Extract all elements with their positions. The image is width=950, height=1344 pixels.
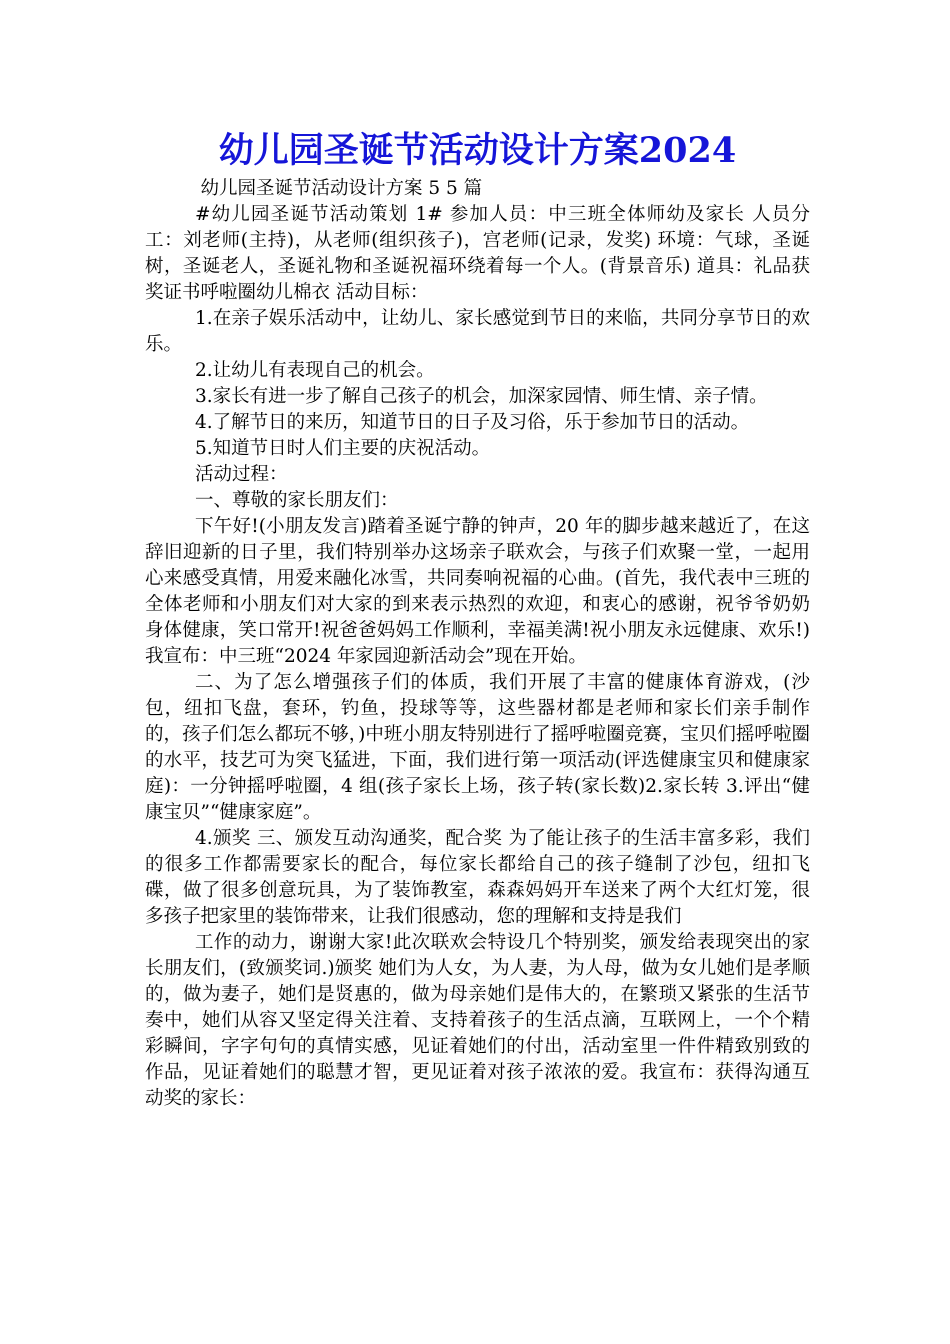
paragraph-special-awards: 工作的动力，谢谢大家!此次联欢会特设几个特别奖，颁发给表现突出的家长朋友们，(致颁奖词.)颁奖 她们为人女，为人妻，为人母，做为女儿她们是孝顺的，做为妻子，她们是贤惠的，做为母亲她们是伟大的，在繁琐又紧张的生活节奏中，她们从容又坚定得关注着、支持着孩子的生活点滴，互联网上，一个个精彩瞬间，字字句句的真情实感，见证着她们的付出，活动室里一件件精致别致的作品，见证着她们的聪慧才智，更见证着对孩子浓浓的爱。我宣布：获得沟通互动奖的家长： [145,932,810,1109]
paragraph-goal-1: 1.在亲子娱乐活动中，让幼儿、家长感觉到节日的来临，共同分享节日的欢乐。 [145,308,810,355]
document-page [145,128,810,1112]
document-title: 幼儿园圣诞节活动设计方案2024 [218,130,737,171]
paragraph-intro: #幼儿园圣诞节活动策划 1# 参加人员：中三班全体师幼及家长 人员分工：刘老师(主持)，从老师(组织孩子)，宫老师(记录，发奖) 环境：气球，圣诞树，圣诞老人，圣诞礼物和圣诞祝福环绕着每一个人。(背景音乐) 道具：礼品获奖证书呼啦圈幼儿棉衣 活动目标： [145,204,810,303]
paragraph-goal-2: 2.让幼儿有表现自己的机会。 [194,360,435,381]
paragraph-awards: 4.颁奖 三、颁发互动沟通奖，配合奖 为了能让孩子的生活丰富多彩，我们的很多工作都需要家长的配合，每位家长都给自己的孩子缝制了沙包，纽扣飞碟，做了很多创意玩具，为了装饰教室，森森妈妈开车送来了两个大红灯笼，很多孩子把家里的装饰带来，让我们很感动，您的理解和支持是我们 [145,828,810,927]
paragraph-goal-4: 4.了解节日的来历，知道节日的日子及习俗，乐于参加节日的活动。 [194,412,750,433]
paragraph-greeting: 一、尊敬的家长朋友们： [194,490,399,511]
paragraph-goal-3: 3.家长有进一步了解自己孩子的机会，加深家园情、师生情、亲子情。 [194,386,768,407]
document-subtitle: 幼儿园圣诞节活动设计方案 5 5 篇 [200,178,483,199]
paragraph-opening-speech: 下午好!(小朋友发言)踏着圣诞宁静的钟声，20 年的脚步越来越近了，在这辞旧迎新的日子里，我们特别举办这场亲子联欢会，与孩子们欢聚一堂，一起用心来感受真情，用爱来融化冰雪，共同奏响祝福的心曲。(首先，我代表中三班的全体老师和小朋友们对大家的到来表示热烈的欢迎，和衷心的感谢，祝爷爷奶奶身体健康，笑口常开!祝爸爸妈妈工作顺利，幸福美满!祝小朋友永远健康、欢乐!)我宣布：中三班“2024 年家园迎新活动会”现在开始。 [145,516,810,667]
paragraph-health-games: 二、为了怎么增强孩子们的体质，我们开展了丰富的健康体育游戏，(沙包，纽扣飞盘，套环，钓鱼，投球等等，这些器材都是老师和家长们亲手制作的，孩子们怎么都玩不够，)中班小朋友特别进行了摇呼啦圈竞赛，宝贝们摇呼啦圈的水平，技艺可为突飞猛进，下面，我们进行第一项活动(评选健康宝贝和健康家庭)：一分钟摇呼啦圈，4 组(孩子家长上场，孩子转(家长数)2.家长转 3.评出“健康宝贝”“健康家庭”。 [145,672,810,823]
paragraph-process-heading: 活动过程： [194,464,288,485]
paragraph-goal-5: 5.知道节日时人们主要的庆祝活动。 [194,438,491,459]
